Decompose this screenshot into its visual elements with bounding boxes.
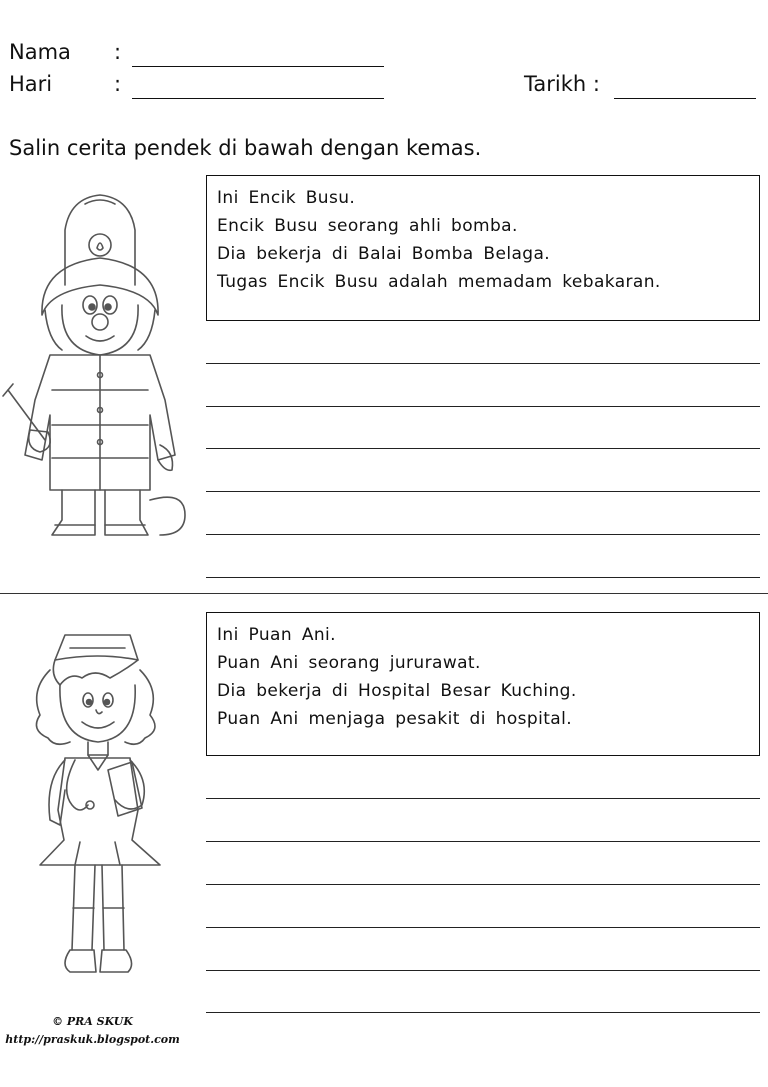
writing-line[interactable] <box>206 798 760 799</box>
writing-line[interactable] <box>206 534 760 535</box>
firefighter-icon <box>0 190 195 555</box>
writing-line[interactable] <box>206 970 760 971</box>
writing-line[interactable] <box>206 884 760 885</box>
name-label: Nama <box>9 40 71 64</box>
writing-line[interactable] <box>206 927 760 928</box>
story-box-firefighter <box>206 175 760 321</box>
writing-line[interactable] <box>206 363 760 364</box>
story-line: Ini Encik Busu. <box>217 188 356 208</box>
writing-line[interactable] <box>206 841 760 842</box>
nurse-icon <box>20 630 185 1005</box>
writing-line[interactable] <box>206 406 760 407</box>
writing-line[interactable] <box>206 1012 760 1013</box>
date-field[interactable] <box>614 98 756 99</box>
story-line: Dia bekerja di Hospital Besar Kuching. <box>217 681 577 701</box>
copyright-text: © PRA SKUK <box>52 1015 133 1028</box>
day-label: Hari <box>9 72 53 96</box>
story-line: Puan Ani seorang jururawat. <box>217 653 481 673</box>
story-line: Ini Puan Ani. <box>217 625 336 645</box>
instruction-text: Salin cerita pendek di bawah dengan kemas. <box>9 136 482 160</box>
writing-line[interactable] <box>206 577 760 578</box>
date-label: Tarikh : <box>524 72 600 96</box>
writing-line[interactable] <box>206 448 760 449</box>
writing-line[interactable] <box>206 491 760 492</box>
day-field[interactable] <box>132 98 384 99</box>
story-line: Dia bekerja di Balai Bomba Belaga. <box>217 244 551 264</box>
story-box-nurse <box>206 612 760 756</box>
name-colon: : <box>114 40 122 64</box>
blog-url[interactable]: http://praskuk.blogspot.com <box>5 1033 180 1046</box>
section-divider <box>0 593 768 594</box>
story-line: Encik Busu seorang ahli bomba. <box>217 216 518 236</box>
story-line: Puan Ani menjaga pesakit di hospital. <box>217 709 573 729</box>
story-line: Tugas Encik Busu adalah memadam kebakaran. <box>217 272 661 292</box>
day-colon: : <box>114 72 122 96</box>
name-field[interactable] <box>132 66 384 67</box>
